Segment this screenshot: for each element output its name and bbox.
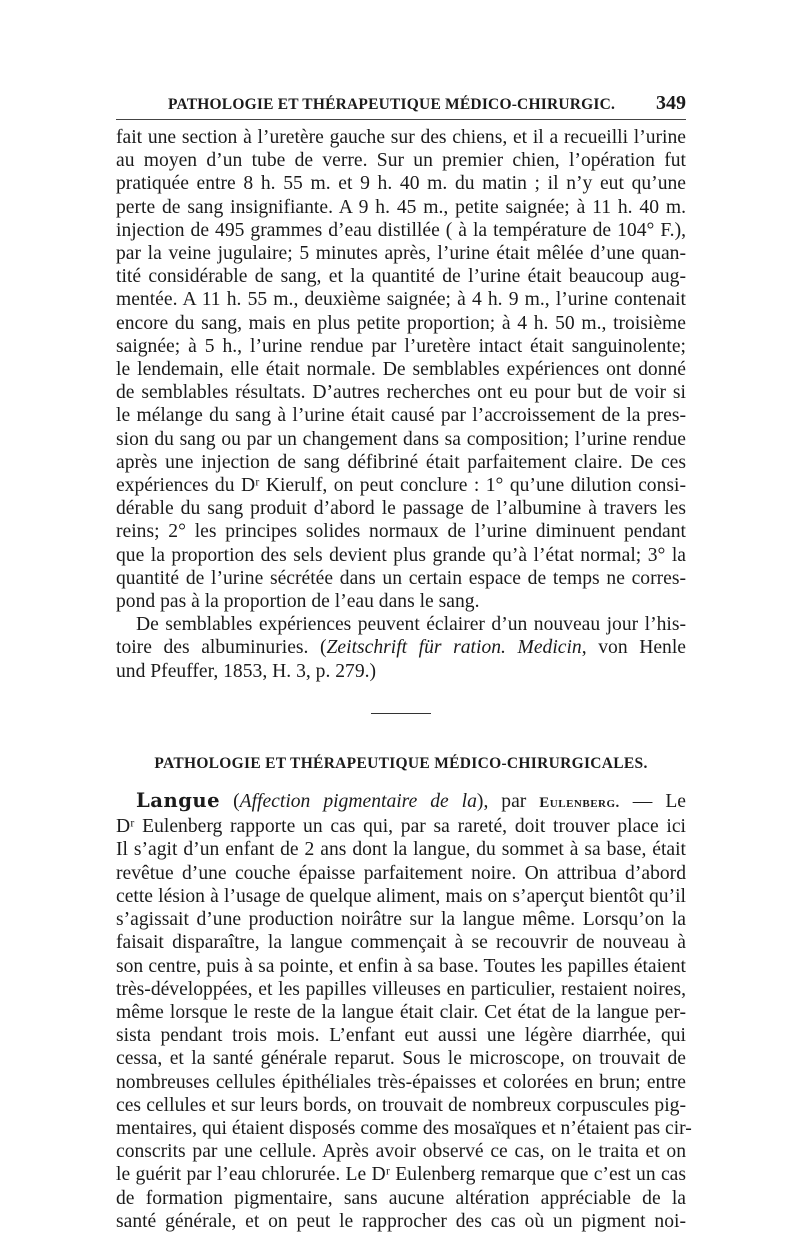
- text-line: pond pas à la proportion de l’eau dans le sang.: [116, 591, 480, 613]
- text-line: son centre, puis à sa pointe, et enfin à sa base. Toutes les papilles étaient: [116, 955, 686, 977]
- section-divider: [371, 713, 431, 714]
- text-line: perte de sang insignifiante. A 9 h. 45 m., petite saignée; à 11 h. 40 m.: [116, 196, 686, 218]
- text-line: expériences du Dʳ Kierulf, on peut conclure : 1° qu’une dilution consi-: [116, 475, 686, 497]
- text-line: de formation pigmentaire, sans aucune altération appréciable de la: [116, 1187, 686, 1209]
- text-line: même lorsque le reste de la langue était clair. Cet état de la langue per-: [116, 1001, 686, 1023]
- text-line: conscrits par une cellule. Après avoir observé ce cas, on le traita et on: [116, 1141, 686, 1163]
- text-line: faisait disparaître, la langue commençait à se recouvrir de nouveau à: [116, 932, 686, 954]
- text-line: tité considérable de sang, et la quantité de l’urine était beaucoup aug-: [116, 266, 686, 288]
- text-line: par la veine jugulaire; 5 minutes après, l’urine était mêlée d’une quan-: [116, 243, 686, 265]
- article-langue: [116, 789, 692, 1233]
- book-page: [116, 92, 692, 1233]
- text-line: de semblables résultats. D’autres recherches ont eu pour but de voir si: [116, 382, 686, 404]
- text-line: ces cellules et sur leurs bords, on trouvait de nombreux corpuscules pig-: [116, 1094, 686, 1116]
- text-line: encore du sang, mais en plus petite proportion; à 4 h. 50 m., troisième: [116, 312, 686, 334]
- text-line: le mélange du sang à l’urine était causé par l’accroissement de la pres-: [116, 405, 686, 427]
- text-line: cette lésion à l’usage de quelque aliment, mais on s’aperçut bientôt qu’il: [116, 885, 686, 907]
- text-line: mentée. A 11 h. 55 m., deuxième saignée; à 4 h. 9 m., l’urine contenait: [116, 289, 686, 311]
- paragraph-albuminuries: [116, 613, 686, 683]
- text-line: De semblables expériences peuvent éclairer d’un nouveau jour l’his-: [136, 614, 686, 636]
- article-author: Eulenberg.: [539, 795, 620, 812]
- article-dash: — Le: [632, 791, 686, 813]
- text-line: und Pfeuffer, 1853, H. 3, p. 279.): [116, 660, 377, 682]
- body-text: [116, 126, 692, 1233]
- article-headword: Langue: [136, 789, 221, 813]
- text-line: mentaires, qui étaient disposés comme des mosaïques et n’étaient pas cir-: [116, 1117, 692, 1139]
- text-line: saignée; à 5 h., l’urine rendue par l’uretère intact était sanguinolente;: [116, 335, 686, 357]
- article-subject: Affection pigmentaire de la: [239, 791, 477, 813]
- running-title: PATHOLOGIE ET THÉRAPEUTIQUE MÉDICO-CHIRURGIC.: [168, 96, 616, 113]
- text-line: santé générale, et on peut le rapprocher des cas où un pigment noi-: [116, 1210, 686, 1232]
- text-line: sista pendant trois mois. L’enfant eut aussi une légère diarrhée, qui: [116, 1025, 686, 1047]
- text-line: quantité de l’urine sécrétée dans un certain espace de temps ne corres-: [116, 567, 686, 589]
- text-line: le lendemain, elle était normale. De semblables expériences ont donné: [116, 359, 686, 381]
- text-line: dérable du sang produit d’abord le passage de l’albumine à travers les: [116, 498, 686, 520]
- text-line: après une injection de sang défibriné était parfaitement claire. De ces: [116, 451, 686, 473]
- citation-line: [116, 636, 686, 659]
- text-line: revêtue d’une couche épaisse parfaitement noire. On attribua d’abord: [116, 862, 686, 884]
- text-line: fait une section à l’uretère gauche sur des chiens, et il a recueilli l’urine: [116, 127, 686, 148]
- text-line: pratiquée entre 8 h. 55 m. et 9 h. 40 m. du matin ; il n’y eut qu’une: [116, 173, 686, 195]
- text-line: très-développées, et les papilles villeuses en particulier, restaient noires,: [116, 978, 686, 1000]
- text-line: Il s’agit d’un enfant de 2 ans dont la langue, du sommet à sa base, était: [116, 839, 686, 861]
- text-line: reins; 2° les principes solides normaux de l’urine diminuent pendant: [116, 521, 686, 543]
- article-lead-line: Langue (Affection pigmentaire de la), par Eulenberg. — Le: [136, 789, 686, 813]
- text-line: Dʳ Eulenberg rapporte un cas qui, par sa rareté, doit trouver place ici: [116, 816, 686, 838]
- text-line: que la proportion des sels devient plus grande qu’à l’état normal; 3° la: [116, 544, 686, 566]
- text-line: au moyen d’un tube de verre. Sur un premier chien, l’opération fut: [116, 150, 686, 172]
- text-line: s’agissait d’une production noirâtre sur la langue même. Lorsqu’on la: [116, 909, 686, 931]
- journal-title: Zeitschrift für ration. Medicin: [326, 637, 582, 659]
- text-line: le guérit par l’eau chlorurée. Le Dʳ Eulenberg remarque que c’est un cas: [116, 1164, 686, 1186]
- text-line: nombreuses cellules épithéliales très-épaisses et colorées en brun; entre: [116, 1071, 686, 1093]
- running-head: [116, 92, 686, 120]
- text-line: sion du sang ou par un changement dans sa composition; l’urine rendue: [116, 428, 686, 450]
- paragraph-kierulf: [116, 126, 686, 613]
- page-number: 349: [656, 92, 686, 114]
- citation-editors: , von Henle: [581, 637, 686, 659]
- text-line: cessa, et la santé générale reparut. Sous le microscope, on trouvait de: [116, 1048, 686, 1070]
- section-title: PATHOLOGIE ET THÉRAPEUTIQUE MÉDICO-CHIRURGICALES.: [154, 754, 648, 772]
- citation-lead: toire des albuminuries. (: [116, 637, 327, 659]
- text-line: injection de 495 grammes d’eau distillée ( à la température de 104° F.),: [116, 219, 686, 241]
- article-author-prefix: ), par: [476, 791, 527, 813]
